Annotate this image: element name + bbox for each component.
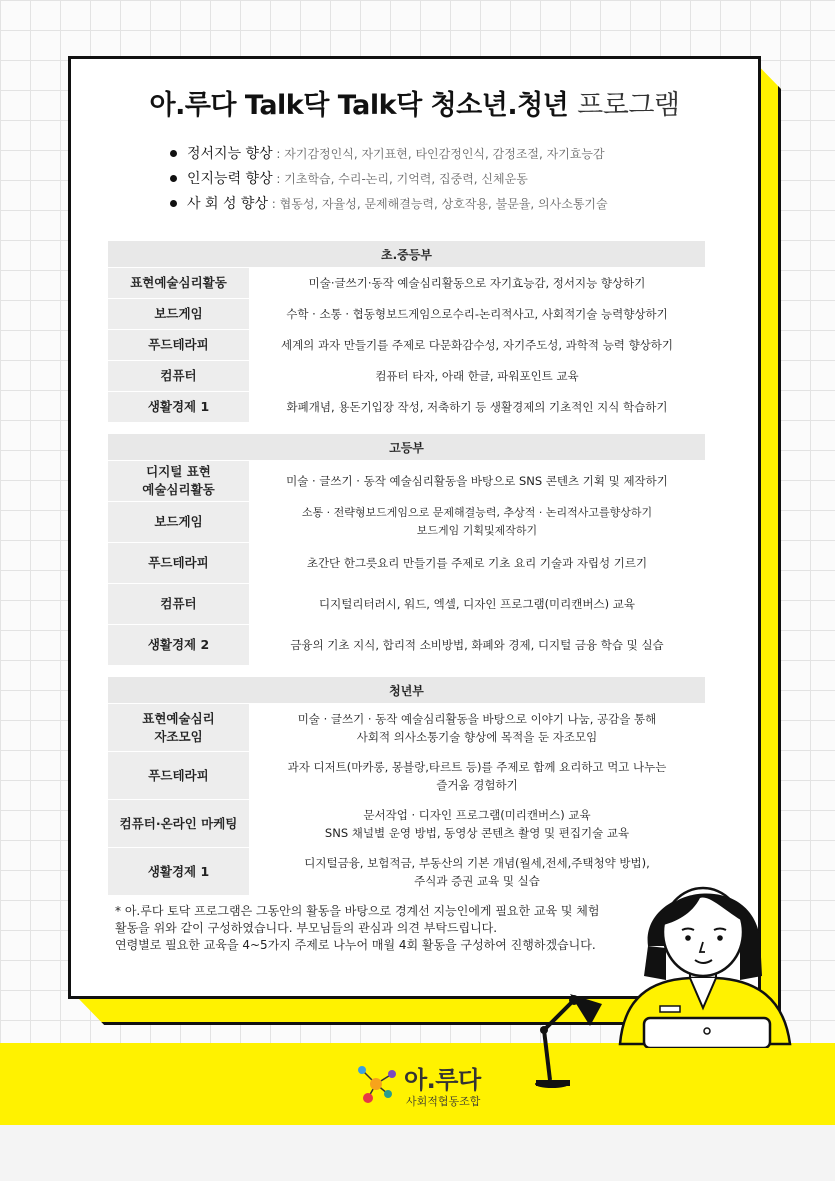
program-desc: 디지털리터러시, 워드, 엑셀, 디자인 프로그램(미리캔버스) 교육 [249, 584, 705, 625]
goal-desc: 협동성, 자율성, 문제해결능력, 상호작용, 불문율, 의사소통기술 [279, 197, 608, 211]
program-desc: 디지털금융, 보험적금, 부동산의 기본 개념(월세,전세,주택청약 방법), 주식과 증권 교육 및 실습 [249, 848, 705, 896]
section-header-row [108, 434, 705, 461]
program-name: 푸드테라피 [108, 330, 249, 361]
section-title: 초.중등부 [108, 241, 705, 268]
program-desc: 화폐개념, 용돈기입장 작성, 저축하기 등 생활경제의 기초적인 지식 학습하기 [249, 392, 705, 423]
footnote-line: 연령별로 필요한 교육을 4~5가지 주제로 나누어 매월 4회 활동을 구성하여 진행하겠습니다. [115, 938, 596, 952]
bullet-icon [170, 150, 177, 157]
goal-label: 정서지능 향상 [187, 146, 273, 162]
section-title: 청년부 [108, 677, 705, 704]
table-row [108, 800, 705, 848]
table-row [108, 752, 705, 800]
program-table [108, 241, 705, 896]
title-suffix: 프로그램 [577, 90, 680, 121]
program-name: 푸드테라피 [108, 543, 249, 584]
goal-desc: 자기감정인식, 자기표현, 타인감정인식, 감정조절, 자기효능감 [284, 147, 605, 161]
program-name: 디지털 표현 예술심리활동 [108, 461, 249, 502]
table-row [108, 543, 705, 584]
program-name: 생활경제 1 [108, 392, 249, 423]
program-desc: 미술·글쓰기·동작 예술심리활동으로 자기효능감, 정서지능 향상하기 [249, 268, 705, 299]
program-desc: 소통 · 전략형보드게임으로 문제해결능력, 추상적 · 논리적사고를향상하기 보드게임 기획및제작하기 [249, 502, 705, 543]
program-desc: 컴퓨터 타자, 아래 한글, 파워포인트 교육 [249, 361, 705, 392]
program-desc: 세계의 과자 만들기를 주제로 다문화감수성, 자기주도성, 과학적 능력 향상하기 [249, 330, 705, 361]
section-title: 고등부 [108, 434, 705, 461]
table-row [108, 392, 705, 423]
program-name: 표현예술심리 자조모임 [108, 704, 249, 752]
org-logo [354, 1060, 504, 1112]
table-row [108, 461, 705, 502]
program-desc: 문서작업 · 디자인 프로그램(미리캔버스) 교육 SNS 채널별 운영 방법, 동영상 콘텐츠 촬영 및 편집기술 교육 [249, 800, 705, 848]
logo-mark-icon [354, 1062, 400, 1108]
program-desc: 미술 · 글쓰기 · 동작 예술심리활동을 바탕으로 SNS 콘텐츠 기획 및 제작하기 [249, 461, 705, 502]
section-header-row [108, 677, 705, 704]
goal-desc: 기초학습, 수리-논리, 기억력, 집중력, 신체운동 [284, 172, 528, 186]
program-name: 컴퓨터·온라인 마케팅 [108, 800, 249, 848]
program-name: 보드게임 [108, 299, 249, 330]
footnote-line: 활동을 위와 같이 구성하였습니다. 부모님들의 관심과 의견 부탁드립니다. [115, 921, 498, 935]
title-main: 아.루다 Talk닥 Talk닥 청소년.청년 [149, 90, 569, 121]
program-desc: 미술 · 글쓰기 · 동작 예술심리활동을 바탕으로 이야기 나눔, 공감을 통해 사회적 의사소통기술 향상에 목적을 둔 자조모임 [249, 704, 705, 752]
logo-title: 아.루다 [404, 1066, 481, 1094]
section-header-row [108, 241, 705, 268]
table-row [108, 502, 705, 543]
program-desc: 수학 · 소통 · 협동형보드게임으로수리-논리적사고, 사회적기술 능력향상하기 [249, 299, 705, 330]
program-desc: 과자 디저트(마카롱, 몽블랑,타르트 등)를 주제로 함께 요리하고 먹고 나누는 즐거움 경험하기 [249, 752, 705, 800]
desk-lamp-icon [530, 980, 610, 1090]
person-illustration [600, 868, 810, 1048]
table-row [108, 625, 705, 666]
program-name: 푸드테라피 [108, 752, 249, 800]
table-row [108, 584, 705, 625]
goal-item: 정서지능 향상 : 자기감정인식, 자기표현, 타인감정인식, 감정조절, 자기효능감 [170, 142, 690, 167]
program-name: 보드게임 [108, 502, 249, 543]
table-row [108, 330, 705, 361]
table-row [108, 268, 705, 299]
program-name: 컴퓨터 [108, 584, 249, 625]
table-row [108, 299, 705, 330]
page-title [68, 83, 761, 122]
program-desc: 초간단 한그릇요리 만들기를 주제로 기초 요리 기술과 자립성 기르기 [249, 543, 705, 584]
program-name: 생활경제 2 [108, 625, 249, 666]
bullet-icon [170, 200, 177, 207]
footnote-line: * 아.루다 토닥 프로그램은 그동안의 활동을 바탕으로 경계선 지능인에게 필요한 교육 및 체험 [115, 904, 600, 918]
table-row [108, 704, 705, 752]
bullet-icon [170, 175, 177, 182]
program-name: 컴퓨터 [108, 361, 249, 392]
goal-label: 사 회 성 향상 [187, 196, 268, 212]
logo-subtitle: 사회적협동조합 [406, 1095, 481, 1108]
goals-list [170, 142, 690, 217]
table-row [108, 361, 705, 392]
program-name: 표현예술심리활동 [108, 268, 249, 299]
goal-item: 인지능력 향상 : 기초학습, 수리-논리, 기억력, 집중력, 신체운동 [170, 167, 690, 192]
footnote [115, 903, 675, 954]
goal-label: 인지능력 향상 [187, 171, 273, 187]
program-desc: 금융의 기초 지식, 합리적 소비방법, 화폐와 경제, 디지털 금융 학습 및 실습 [249, 625, 705, 666]
goal-item: 사 회 성 향상 : 협동성, 자율성, 문제해결능력, 상호작용, 불문율, 의사소통기술 [170, 192, 690, 217]
bottom-margin [0, 1125, 835, 1181]
program-name: 생활경제 1 [108, 848, 249, 896]
